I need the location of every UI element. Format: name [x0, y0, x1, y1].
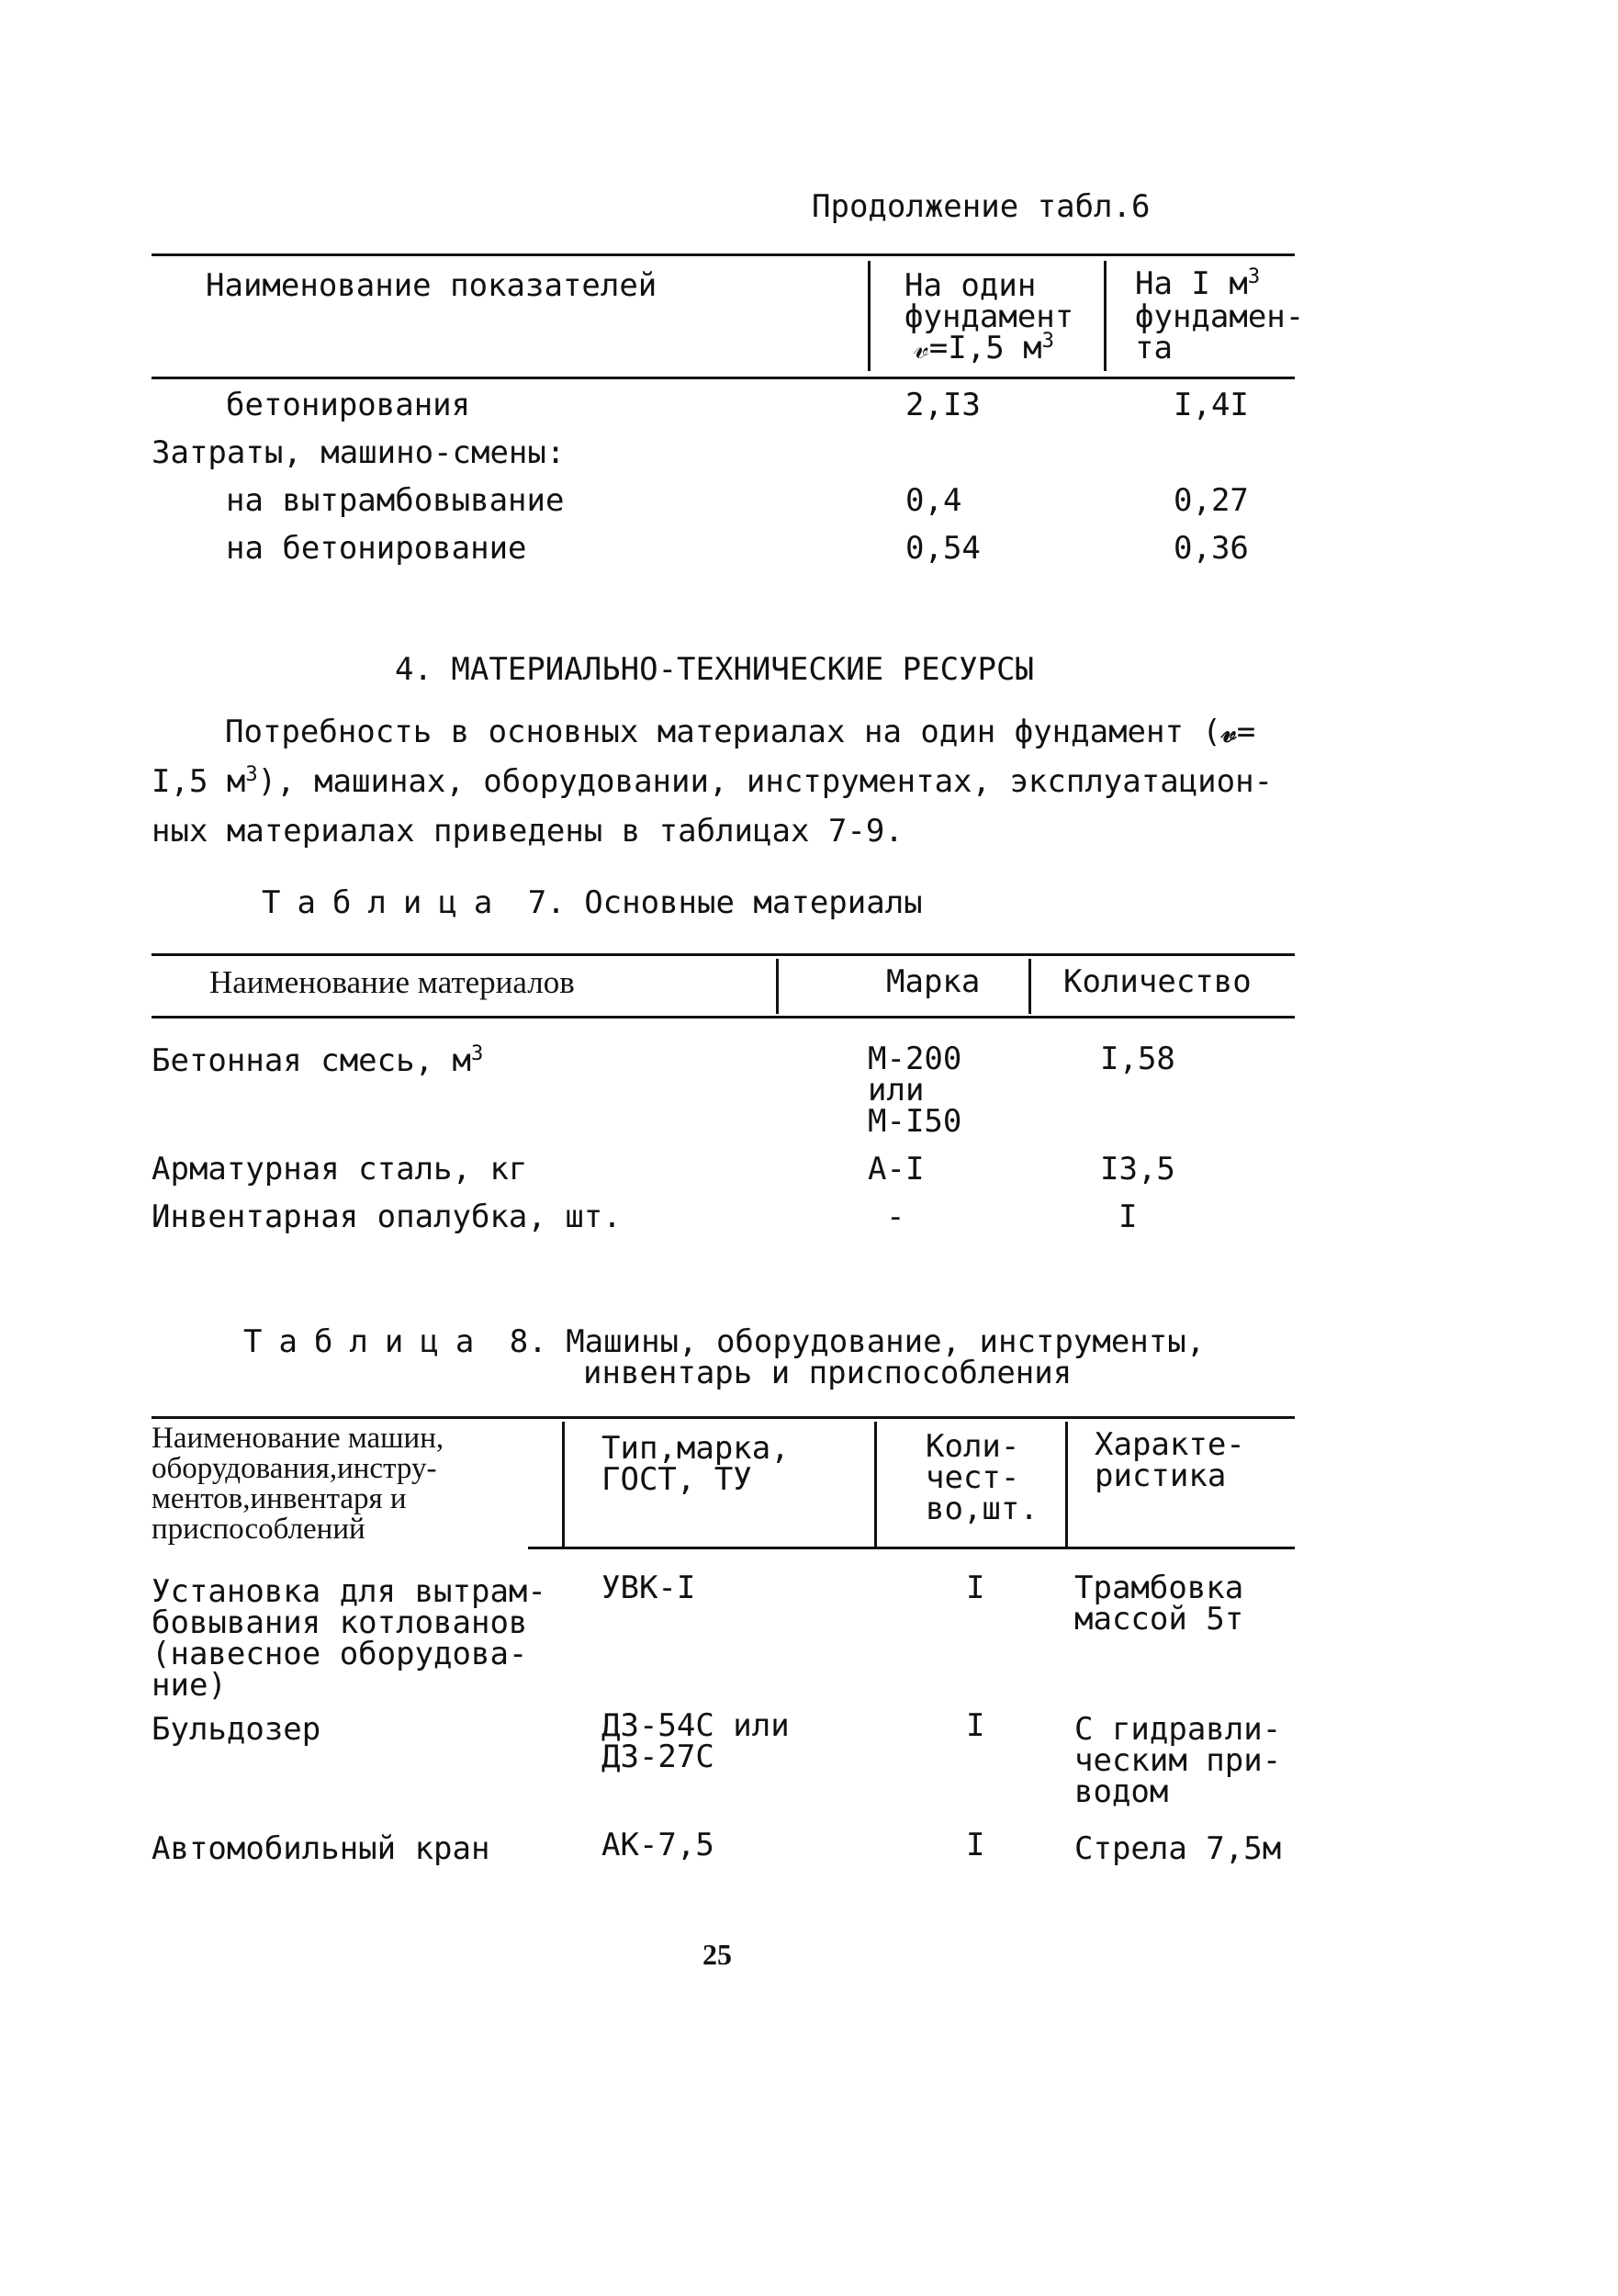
table6-row-name: Затраты, машино-смены:	[152, 434, 566, 471]
table7-row-quantity: I,58	[1100, 1041, 1175, 1077]
table7-row-name: Арматурная сталь, кг	[152, 1151, 528, 1187]
table8-row-quantity: I	[966, 1827, 985, 1863]
table6-row-value-a: 2,IЗ	[905, 387, 981, 423]
table6-row-name: на вытрамбовывание	[226, 482, 565, 519]
table6-header-per-m3-3: та	[1135, 330, 1173, 366]
table8-row-characteristic: Трамбовка массой 5т	[1074, 1570, 1244, 1638]
table7-top-rule	[152, 953, 1295, 956]
table8-col-divider-3	[1065, 1422, 1068, 1548]
table6-row-value-b: 0,27	[1174, 482, 1249, 519]
table8-row-type: УВК-I	[601, 1570, 696, 1606]
table8-col-divider-1	[562, 1422, 565, 1548]
table8-header-characteristic: Характе- ристика	[1095, 1426, 1245, 1494]
table8-row-quantity: I	[966, 1707, 985, 1744]
table8-row-name: Установка для вытрам- бовывания котлованов (навесное оборудова- ние)	[152, 1573, 546, 1704]
table7-header-rule	[152, 1016, 1295, 1019]
table6-row-name: на бетонирование	[226, 530, 527, 567]
paragraph-line-2: I,5 $м^3$), машинах, оборудовании, инструментах, эксплуатацион-	[152, 761, 1274, 800]
table6-row-name: бетонирования	[226, 387, 471, 423]
table8-row-name: Бульдозер	[152, 1711, 321, 1748]
table7-row-mark: А-I	[868, 1151, 925, 1187]
table7-header-name: Наименование материалов	[209, 964, 575, 1000]
table6-row-value-a: 0,54	[905, 530, 981, 567]
table6-row-value-a: 0,4	[905, 482, 962, 519]
table7-col-divider-2	[1028, 959, 1031, 1014]
table8-col-divider-2	[874, 1422, 877, 1548]
table8-header-rule	[528, 1547, 1295, 1549]
continuation-label: Продолжение табл.6	[812, 188, 1151, 225]
table8-row-type: ДЗ-54С или ДЗ-27С	[601, 1707, 790, 1775]
table8-row-characteristic: Стрела 7,5м	[1074, 1830, 1282, 1867]
table8-header-name: Наименование машин, оборудования,инстру- ментов,инвентаря и приспособлений	[152, 1422, 444, 1546]
table7-col-divider-1	[776, 959, 779, 1014]
page-number: 25	[702, 1938, 732, 1971]
paragraph-line-1: Потребность в основных материалах на один фундамент (𝓋=	[225, 714, 1256, 750]
table6-header-per-foundation-3: 𝓋=I,5 $м^3$	[914, 328, 1054, 366]
table8-caption-line-2: инвентарь и приспособления	[583, 1355, 1073, 1391]
table8-row-quantity: I	[966, 1570, 985, 1606]
table8-header-type: Тип,марка, ГОСТ, ТУ	[601, 1430, 790, 1498]
table8-row-name: Автомобильный кран	[152, 1830, 490, 1867]
table6-header-per-foundation-2: фундамент	[905, 298, 1074, 335]
table7-row-mark: -	[886, 1199, 905, 1235]
table7-row-quantity: I	[1118, 1199, 1138, 1235]
table6-header-per-m3-2: фундамен-	[1135, 298, 1305, 335]
table7-row-mark: М-200 или М-I50	[868, 1041, 962, 1140]
table7-header-mark: Марка	[886, 963, 981, 1000]
table7-row-quantity: IЗ,5	[1100, 1151, 1175, 1187]
table7-header-quantity: Количество	[1063, 963, 1252, 1000]
section-heading: 4. МАТЕРИАЛЬНО-ТЕХНИЧЕСКИЕ РЕСУРСЫ	[395, 651, 1034, 688]
table6-top-rule	[152, 253, 1295, 256]
table6-header-per-m3-1: На I $м^3$	[1135, 264, 1261, 302]
table8-row-type: АК-7,5	[601, 1827, 714, 1863]
table6-row-value-b: 0,36	[1174, 530, 1249, 567]
table8-top-rule	[152, 1416, 1295, 1419]
table6-col-divider-2	[1104, 261, 1107, 371]
table8-header-quantity: Коли- чест- во,шт.	[926, 1428, 1039, 1527]
paragraph-line-3: ных материалах приведены в таблицах 7-9.	[152, 813, 904, 850]
table6-header-indicator: Наименование показателей	[206, 267, 657, 304]
table8-caption-line-1: Таблица 8. Машины, оборудование, инструменты,	[243, 1323, 1206, 1360]
table7-row-name: Инвентарная опалубка, шт.	[152, 1199, 622, 1235]
table7-row-name: Бетонная смесь, $м^3$	[152, 1041, 484, 1079]
table6-header-rule	[152, 377, 1295, 379]
table8-row-characteristic: С гидравли- ческим при- водом	[1074, 1711, 1282, 1810]
table6-col-divider-1	[868, 261, 871, 371]
table7-caption: Таблица 7. Основные материалы	[262, 884, 923, 921]
table6-row-value-b: I,4I	[1174, 387, 1249, 423]
table6-header-per-foundation-1: На один	[905, 267, 1037, 304]
